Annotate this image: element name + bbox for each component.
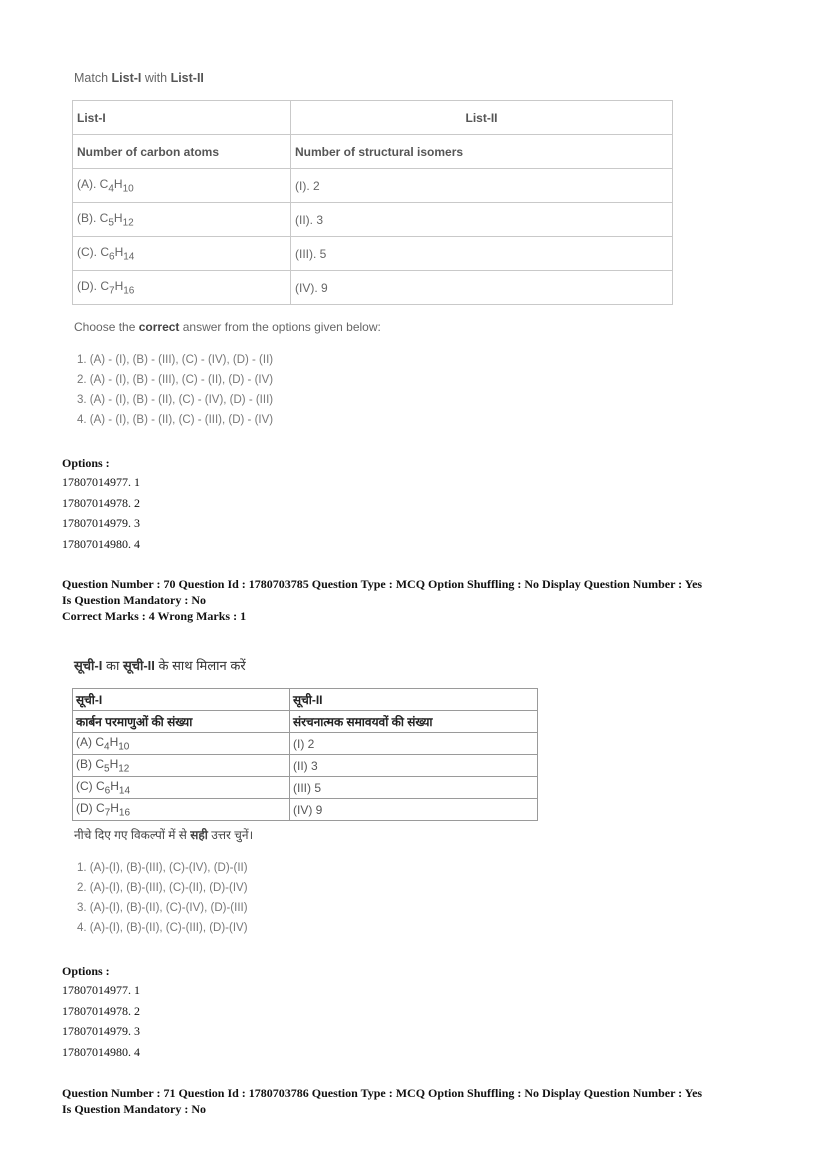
table-header-cell: List-I xyxy=(73,101,291,135)
option-id: 17807014980. 4 xyxy=(62,536,140,551)
table-row xyxy=(73,733,538,755)
table-cell: (III). 5 xyxy=(291,237,673,271)
table-cell: (D). $C_7H_{16}$ xyxy=(73,271,291,305)
option-id-list xyxy=(62,472,140,554)
table-cell: (C) $C_6H_{14}$ xyxy=(73,777,290,799)
table-cell: (B). $C_5H_{12}$ xyxy=(73,203,291,237)
table-row xyxy=(73,203,673,237)
table-row xyxy=(73,799,538,821)
table-cell: (A). $C_4H_{10}$ xyxy=(73,169,291,203)
option-id: 17807014979. 3 xyxy=(62,1024,140,1038)
answer-choice: 1. (A) - (I), (B) - (III), (C) - (IV), (D) - (II) xyxy=(77,354,274,366)
question-intro-hindi: सूची-I का सूची-II के साथ मिलान करें xyxy=(74,658,246,673)
table-cell: (B) $C_5H_{12}$ xyxy=(73,755,290,777)
question-mandatory: Is Question Mandatory : No xyxy=(62,593,207,607)
table-cell: (IV) 9 xyxy=(290,799,538,821)
question-meta xyxy=(62,1085,802,1117)
question-meta-line: Question Number : 70 Question Id : 1780703785 Question Type : MCQ Option Shuffling : No Display Question Number : Yes xyxy=(62,577,703,591)
table-cell: (I). 2 xyxy=(291,169,673,203)
question-meta-line: Question Number : 71 Question Id : 1780703786 Question Type : MCQ Option Shuffling : No Display Question Number : Yes xyxy=(62,1086,703,1100)
answer-choices xyxy=(77,858,248,938)
table-cell: (IV). 9 xyxy=(291,271,673,305)
question-marks: Correct Marks : 4 Wrong Marks : 1 xyxy=(62,609,247,623)
answer-choice: 1. (A)-(I), (B)-(III), (C)-(IV), (D)-(II) xyxy=(77,862,248,874)
question-intro: Match List-I with List-II xyxy=(74,71,204,85)
answer-choices xyxy=(77,350,273,430)
table-header-cell: List-II xyxy=(291,101,673,135)
table-cell: (A) $C_4H_{10}$ xyxy=(73,733,290,755)
table-header-cell: Number of structural isomers xyxy=(291,135,673,169)
match-table xyxy=(72,100,673,305)
table-row xyxy=(73,755,538,777)
table-cell: (II) 3 xyxy=(290,755,538,777)
table-row xyxy=(73,237,673,271)
answer-choice: 3. (A)-(I), (B)-(II), (C)-(IV), (D)-(III) xyxy=(77,902,248,914)
table-row xyxy=(73,169,673,203)
table-header-cell: Number of carbon atoms xyxy=(73,135,291,169)
options-heading: Options : xyxy=(62,456,110,470)
table-cell: (I) 2 xyxy=(290,733,538,755)
options-heading: Options : xyxy=(62,964,110,978)
table-row xyxy=(73,777,538,799)
question-instruction: Choose the correct answer from the options given below: xyxy=(74,320,381,334)
table-cell: (III) 5 xyxy=(290,777,538,799)
question-meta xyxy=(62,576,802,624)
question-mandatory: Is Question Mandatory : No xyxy=(62,1102,207,1116)
answer-choice: 4. (A)-(I), (B)-(II), (C)-(III), (D)-(IV) xyxy=(77,922,248,934)
option-id: 17807014977. 1 xyxy=(62,983,140,997)
table-row xyxy=(73,271,673,305)
table-cell: (C). $C_6H_{14}$ xyxy=(73,237,291,271)
table-header-cell: संरचनात्मक समावयवों की संख्या xyxy=(290,711,538,733)
option-id-list xyxy=(62,980,140,1062)
table-header-cell: सूची-II xyxy=(290,689,538,711)
table-cell: (II). 3 xyxy=(291,203,673,237)
table-header-row xyxy=(73,101,673,135)
option-id: 17807014977. 1 xyxy=(62,475,140,489)
table-header-cell: कार्बन परमाणुओं की संख्या xyxy=(73,711,290,733)
table-header-row xyxy=(73,689,538,711)
table-header-row xyxy=(73,135,673,169)
answer-choice: 2. (A)-(I), (B)-(III), (C)-(II), (D)-(IV) xyxy=(77,882,248,894)
table-header-row xyxy=(73,711,538,733)
answer-choice: 3. (A) - (I), (B) - (II), (C) - (IV), (D) - (III) xyxy=(77,394,274,406)
option-id: 17807014978. 2 xyxy=(62,495,140,510)
option-id: 17807014978. 2 xyxy=(62,1003,140,1018)
option-id: 17807014979. 3 xyxy=(62,516,140,530)
table-cell: (D) $C_7H_{16}$ xyxy=(73,799,290,821)
match-table-hindi xyxy=(72,688,538,821)
table-header-cell: सूची-I xyxy=(73,689,290,711)
answer-choice: 2. (A) - (I), (B) - (III), (C) - (II), (D) - (IV) xyxy=(77,374,274,386)
question-instruction-hindi: नीचे दिए गए विकल्पों में से सही उत्तर चुनें। xyxy=(74,828,254,842)
option-id: 17807014980. 4 xyxy=(62,1044,140,1059)
answer-choice: 4. (A) - (I), (B) - (II), (C) - (III), (D) - (IV) xyxy=(77,414,274,426)
